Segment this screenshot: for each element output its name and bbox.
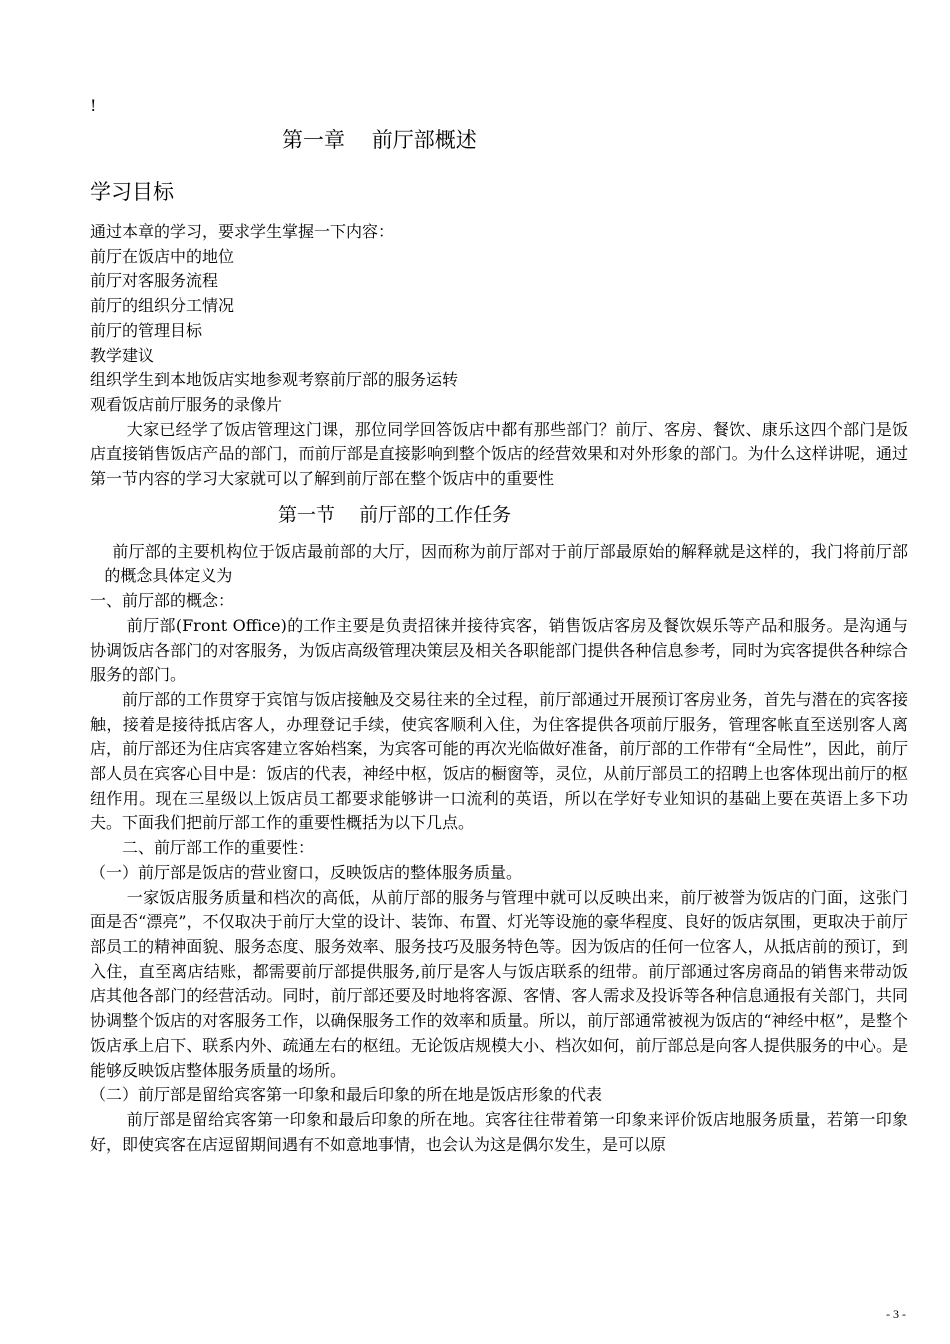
point-2-heading: （二）前厅部是留给宾客第一印象和最后印象的所在地是饭店形象的代表	[90, 1085, 603, 1105]
point-1-heading: （一）前厅部是饭店的营业窗口，反映饭店的整体服务质量。	[90, 862, 523, 882]
concept-heading: 一、前厅部的概念：	[90, 591, 235, 611]
intro-line: 组织学生到本地饭店实地参观考察前厅部的服务运转	[90, 370, 459, 390]
intro-line: 前厅对客服务流程	[90, 271, 219, 291]
lead-paragraph: 大家已经学了饭店管理这门课，那位同学回答饭店中都有那些部门？前厅、客房、餐饮、康乐这四个部门是饭店直接销售饭店产品的部门，而前厅部是直接影响到整个饭店的经营效果和对外形象的部门。为什么这样讲呢，通过第一节内容的学习大家就可以了解到前厅部在整个饭店中的重要性	[90, 419, 908, 489]
concept-paragraph-1: 前厅部(Front Office)的工作主要是负责招徕并接待宾客，销售饭店客房及餐饮娱乐等产品和服务。是沟通与协调饭店各部门的对客服务，为饭店高级管理决策层及相关各职能部门提供各种信息参考，同时为宾客提供各种综合服务的部门。	[90, 615, 908, 685]
intro-line: 观看饭店前厅服务的录像片	[90, 394, 283, 414]
importance-heading: 二、前厅部工作的重要性：	[122, 838, 315, 858]
intro-line: 教学建议	[90, 345, 155, 365]
intro-line: 前厅的管理目标	[90, 320, 203, 340]
intro-line: 前厅在饭店中的地位	[90, 246, 235, 266]
section-title: 第一节 前厅部的工作任务	[278, 503, 512, 526]
point-1-body: 一家饭店服务质量和档次的高低，从前厅部的服务与管理中就可以反映出来，前厅被誉为饭店的门面，这张门面是否“漂亮”，不仅取决于前厅大堂的设计、装饰、布置、灯光等设施的豪华程度、良好的饭店氛围，更取决于前厅部员工的精神面貌、服务态度、服务效率、服务技巧及服务特色等。因为饭店的任何一位客人，从抵店前的预订，到入住，直至离店结账，都需要前厅部提供服务,前厅是客人与饭店联系的纽带。前厅部通过客房商品的销售来带动饭店其他各部门的经营活动。同时，前厅部还要及时地将客源、客情、客人需求及投诉等各种信息通报有关部门，共同协调整个饭店的对客服务工作，以确保服务工作的效率和质量。所以，前厅部通常被视为饭店的“神经中枢”，是整个饭店承上启下、联系内外、疏通左右的枢纽。无论饭店规模大小、档次如何，前厅部总是向客人提供服务的中心。是能够反映饭店整体服务质量的场所。	[90, 887, 908, 1080]
point-2-body: 前厅部是留给宾客第一印象和最后印象的所在地。宾客往往带着第一印象来评价饭店地服务质量，若第一印象好，即使宾客在店逗留期间遇有不如意地事情，也会认为这是偶尔发生，是可以原	[90, 1109, 908, 1154]
section-intro: 前厅部的主要机构位于饭店最前部的大厅，因而称为前厅部对于前厅部最原始的解释就是这样的，我门将前厅部的概念具体定义为	[104, 541, 908, 586]
intro-line: 通过本章的学习，要求学生掌握一下内容：	[90, 222, 395, 241]
learning-goals-heading: 学习目标	[90, 180, 174, 204]
chapter-title: 第一章 前厅部概述	[282, 128, 477, 152]
stray-mark: !	[90, 96, 97, 115]
body-text	[90, 220, 908, 1157]
document-page	[90, 0, 908, 1344]
concept-paragraph-2: 前厅部的工作贯穿于宾馆与饭店接触及交易往来的全过程，前厅部通过开展预订客房业务，首先与潜在的宾客接触，接着是接待抵店客人，办理登记手续，使宾客顺利入住，为住客提供各项前厅服务，管理客帐直至送别客人离店，前厅部还为住店宾客建立客始档案，为宾客可能的再次光临做好准备，前厅部的工作带有“全局性”，因此，前厅部人员在宾客心目中是：饭店的代表，神经中枢，饭店的橱窗等，灵位，从前厅部员工的招聘上也客体现出前厅的枢纽作用。现在三星级以上饭店员工都要求能够讲一口流利的英语，所以在学好专业知识的基础上要在英语上多下功夫。下面我们把前厅部工作的重要性概括为以下几点。	[90, 689, 908, 833]
page-number: - 3 -	[886, 1307, 906, 1321]
intro-line: 前厅的组织分工情况	[90, 296, 235, 316]
